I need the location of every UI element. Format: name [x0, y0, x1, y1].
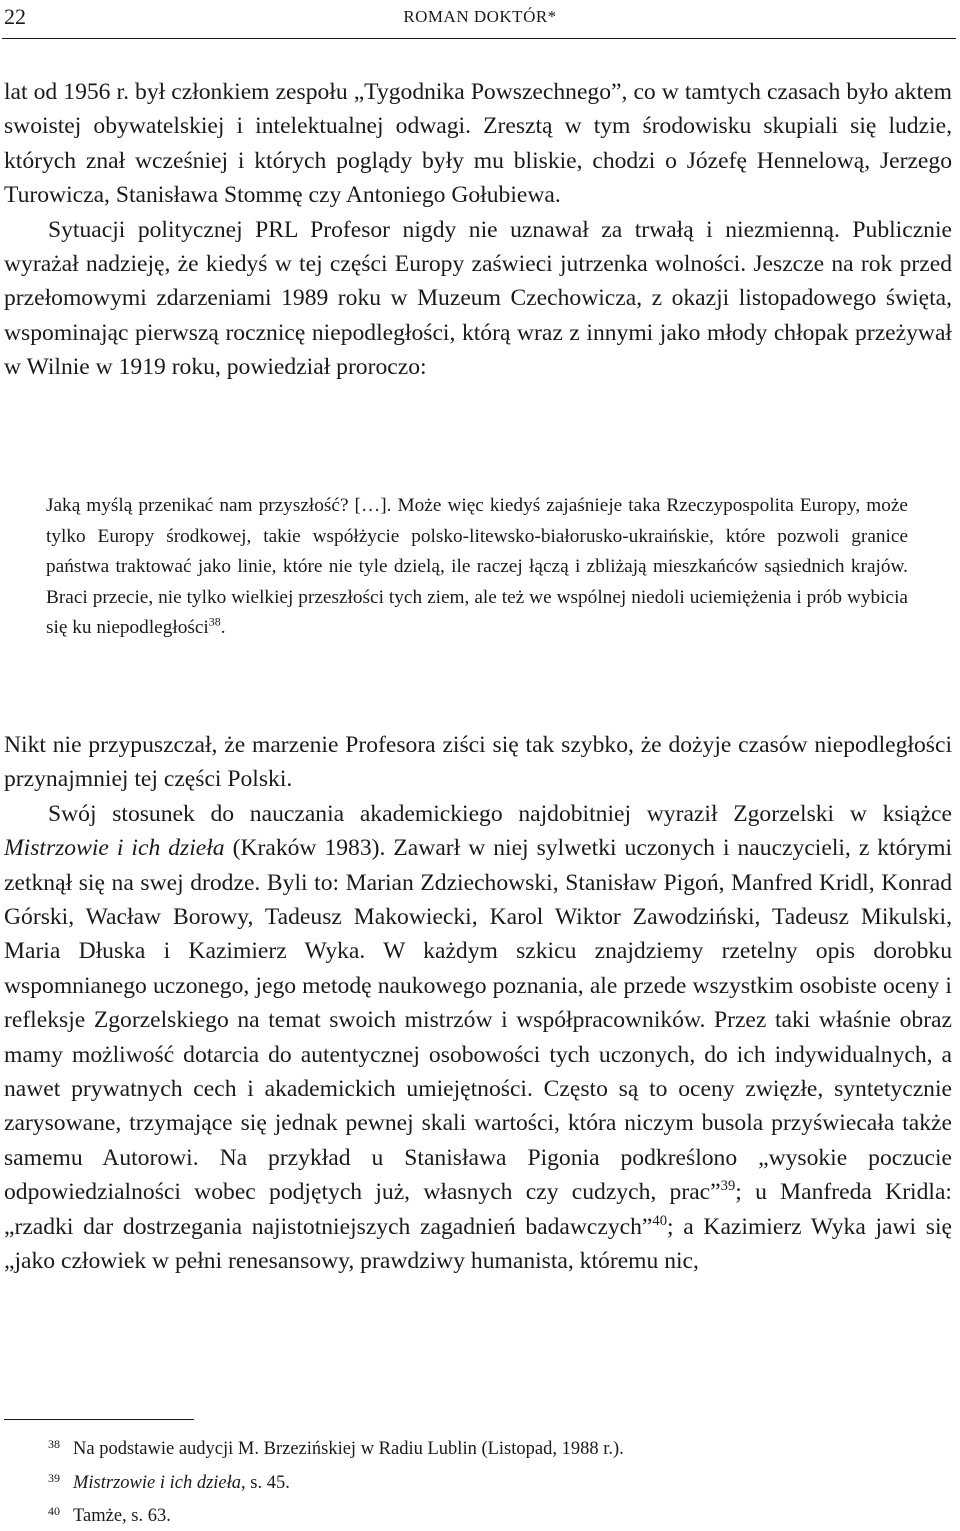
footnote-38 — [48, 1430, 928, 1464]
footnote-ref-38: 38 — [208, 614, 221, 629]
footnotes — [48, 1430, 928, 1531]
footnote-text: Tamże, s. 63. — [73, 1506, 171, 1526]
book-title: Mistrzowie i ich dzieła — [4, 835, 225, 862]
footnote-rule — [4, 1419, 194, 1420]
footnote-40 — [48, 1497, 928, 1531]
body-text-upper — [4, 75, 952, 385]
header-rule — [2, 38, 956, 39]
footnote-ref-40: 40 — [652, 1212, 668, 1229]
body-text-lower — [4, 728, 952, 1279]
paragraph-4 — [4, 797, 952, 1279]
paragraph-4-end: ; a Kazimierz Wyka jawi się „jako człowiek w pełni renesansowy, prawdziwy humanista, któremu nic, — [4, 1213, 952, 1275]
quote-end: . — [220, 617, 226, 638]
footnote-ref-39: 39 — [720, 1178, 736, 1195]
footnote-title: Mistrzowie i ich dzieła — [73, 1472, 242, 1493]
paragraph-3: Nikt nie przypuszczał, że marzenie Profesora ziści się tak szybko, że dożyje czasów niepodległości przynajmniej tej części Polski. — [4, 732, 952, 793]
paragraph-2: Sytuacji politycznej PRL Profesor nigdy nie uznawał za trwałą i niezmienną. Publicznie wyrażał nadzieję, że kiedyś w tej części Europy zaświeci jutrzenka wolności. Jeszcze na rok przed przełomowymi zdarzeniami 1989 roku w Muzeum Czechowicza, z okazji listopadowego święta, wspominając pierwszą rocznicę niepodległości, którą wraz z innymi jako młody chłopak przeżywał w Wilnie w 1919 roku, powiedział proroczo: — [4, 216, 952, 381]
block-quote — [46, 491, 908, 644]
page-number: 22 — [4, 4, 26, 29]
paragraph-4-start: Swój stosunek do nauczania akademickiego najdobitniej wyraził Zgorzelski w książce — [48, 800, 952, 827]
footnote-text: , s. 45. — [241, 1472, 290, 1493]
footnote-number: 39 — [48, 1470, 60, 1485]
paragraph-1: lat od 1956 r. był członkiem zespołu „Tygodnika Powszechnego”, co w tamtych czasach było aktem swoistej obywatelskiej i intelektualnej odwagi. Zresztą w tym środowisku skupiali się ludzie, których znał wcześniej i których poglądy były mu bliskie, chodzi o Józefę Hennelową, Jerzego Turowicza, Stanisława Stommę czy Antoniego Gołubiewa. — [4, 79, 952, 209]
paragraph-4-middle: (Kraków 1983). Zawarł w niej sylwetki uczonych i nauczycieli, z którymi zetknął się na swej drodze. Byli to: Marian Zdziechowski, Stanisław Pigoń, Manfred Kridl, Konrad Górski, Wacław Borowy, Tadeusz Makowiecki, Karol Wiktor Zawodziński, Tadeusz Mikulski, Maria Dłuska i Kazimierz Wyka. W każdym szkicu znajdziemy rzetelny opis dorobku wspomnianego uczonego, jego metodę naukowego poznania, ale przede wszystkim osobiste oceny i refleksje Zgorzelskiego na temat swoich mistrzów i współpracowników. Przez taki właśnie obraz mamy możliwość dotarcia do autentycznej osobowości tych uczonych, do ich indywidualnych, a nawet prywatnych cech i akademickich umiejętności. Często są to oceny zwięzłe, syntetycznie zarysowane, trzymające się jednak pewnej skali wartości, która niczym busola przyświecała także samemu Autorowi. Na przykład u Stanisława Pigonia podkreślono „wysokie poczucie odpowiedzialności wobec podjętych już, własnych czy cudzych, prac” — [4, 835, 953, 1206]
footnote-text: Na podstawie audycji M. Brzezińskiej w Radiu Lublin (Listopad, 1988 r.). — [73, 1439, 624, 1459]
footnote-number: 40 — [48, 1504, 60, 1518]
footnote-39 — [48, 1464, 928, 1498]
paragraph-4-middle-2: ; u Manfreda Kridla: „rzadki dar dostrzegania najistotniejszych zagadnień badawczych” — [4, 1179, 952, 1240]
footnote-number: 38 — [48, 1437, 60, 1451]
running-head: ROMAN DOKTÓR* — [403, 7, 557, 26]
quote-text: Jaką myślą przenikać nam przyszłość? […]. Może więc kiedyś zajaśnieje taka Rzeczypospolita Europy, może tylko Europy środkowej, takie współżycie polsko-litewsko-białorusko-ukraińskie, które pozwoli granice państwa traktować jako linie, które nie tyle dzielą, ile raczej łączą i zbliżają mieszkańców sąsiednich krajów. Braci przecie, nie tylko wielkiej przeszłości tych ziem, ale też we wspólnej niedoli uciemiężenia i prób wybicia się ku niepodległości — [46, 495, 908, 638]
